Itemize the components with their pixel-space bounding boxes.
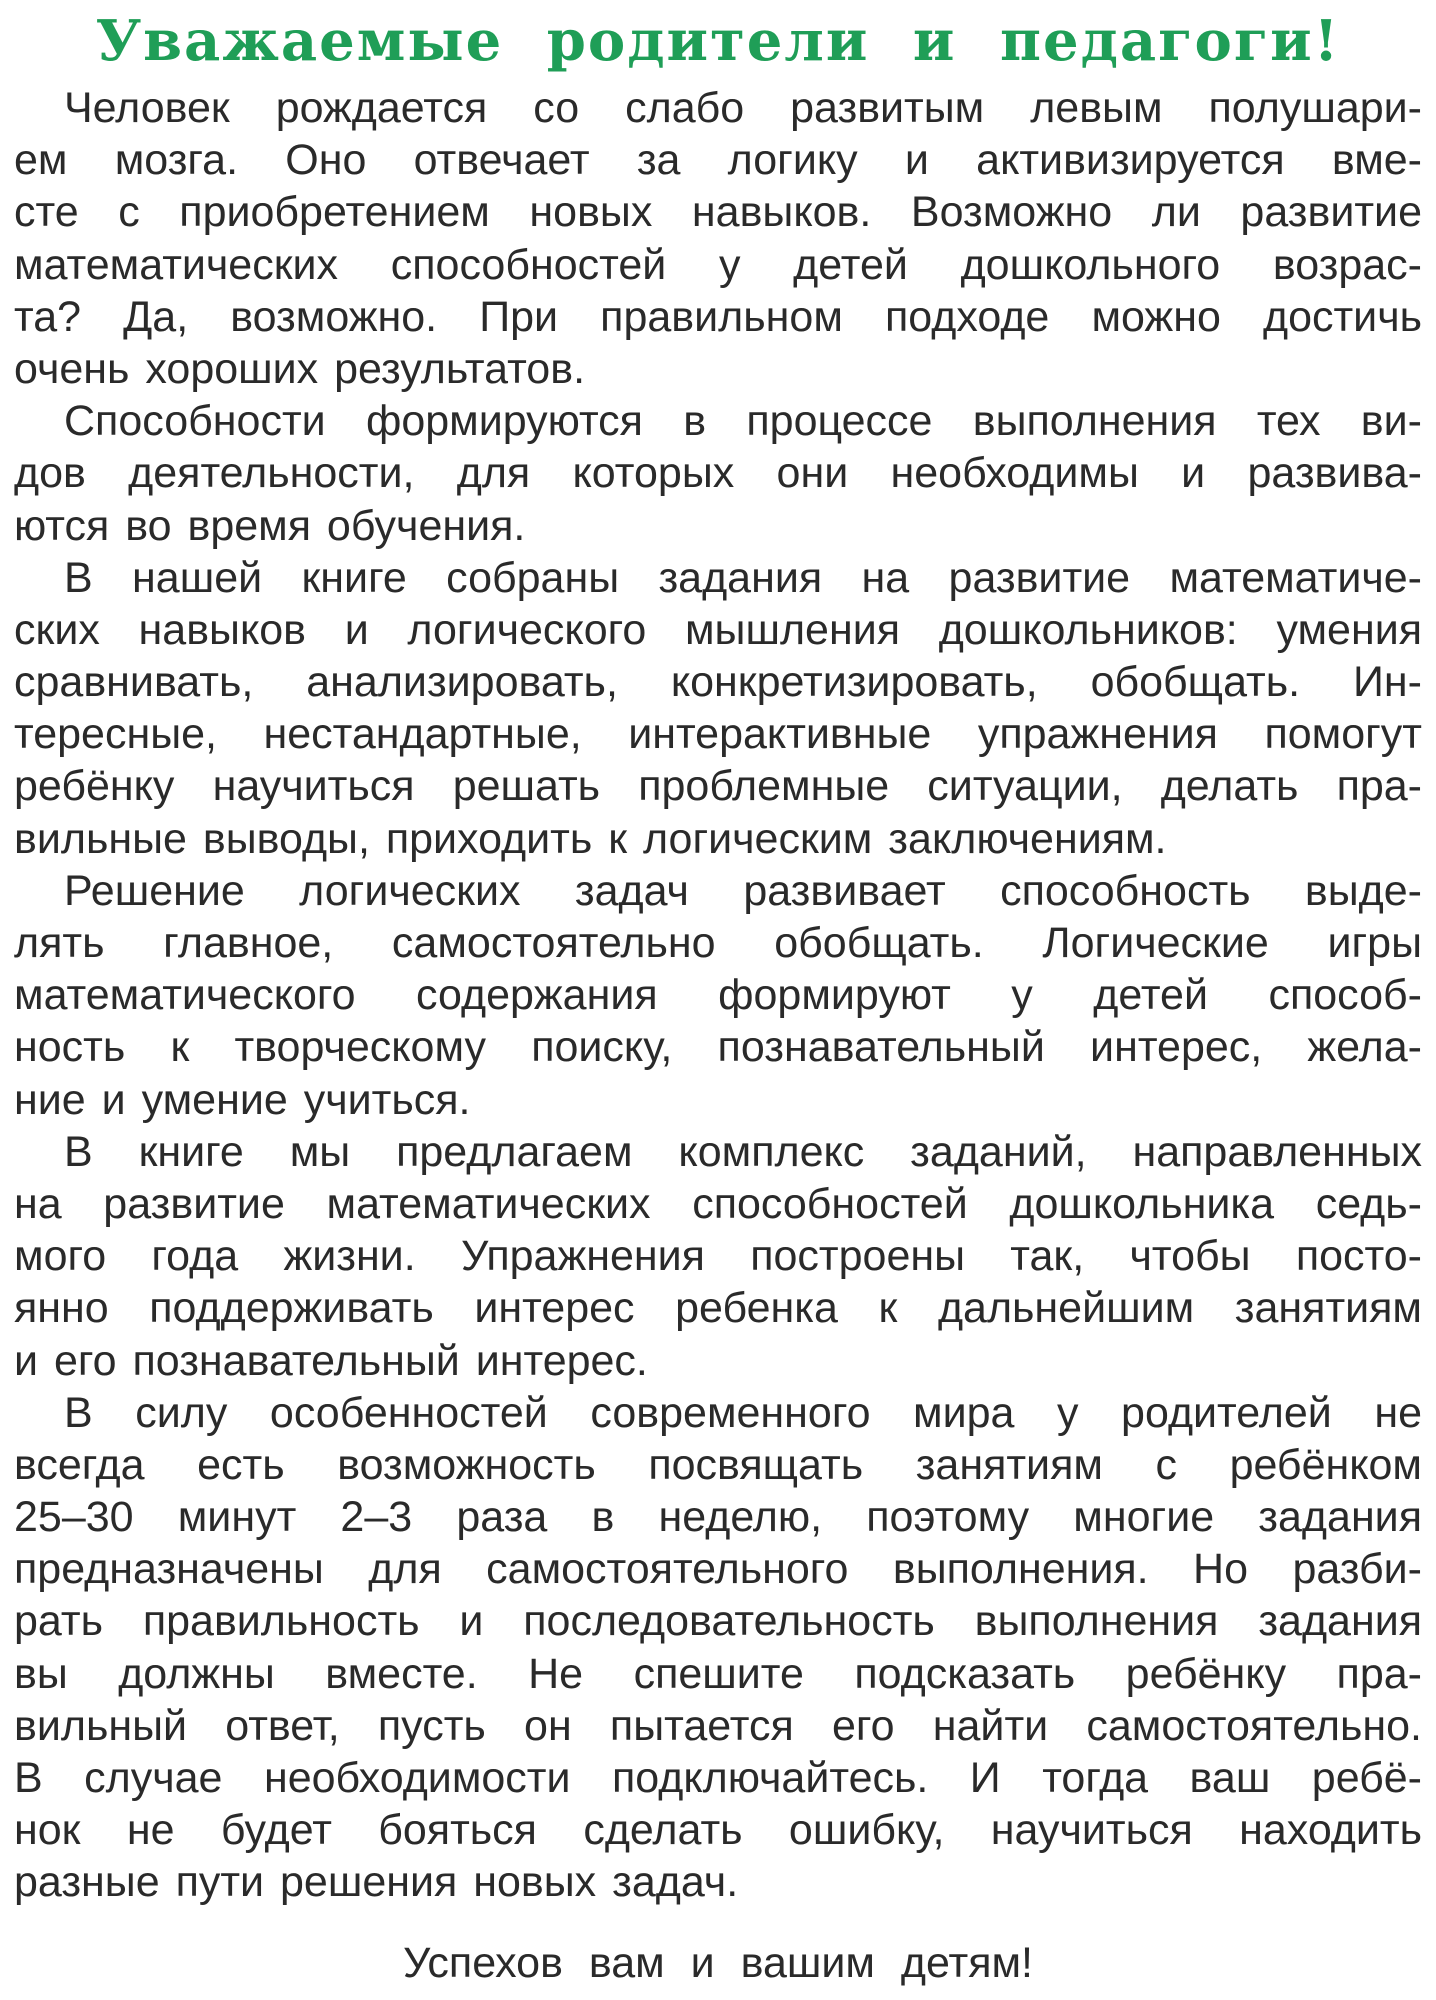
text-line: ских навыков и логического мышления дошкольников: умения: [14, 605, 1422, 654]
text-line: очень хороших результатов.: [14, 344, 586, 393]
text-line: сравнивать, анализировать, конкретизировать, обобщать. Ин-: [14, 658, 1422, 707]
text-line: сте с приобретением новых навыков. Возможно ли развитие: [14, 188, 1422, 237]
text-line: ние и умение учиться.: [14, 1075, 471, 1124]
text-line: Человек рождается со слабо развитым левым полушари-: [64, 84, 1422, 132]
text-line: Способности формируются в процессе выполнения тех ви-: [64, 397, 1422, 446]
text-line: В нашей книге собраны задания на развитие математиче-: [64, 553, 1422, 602]
text-line: ребёнку научиться решать проблемные ситуации, делать пра-: [14, 762, 1422, 811]
text-line: вы должны вместе. Не спешите подсказать ребёнку пра-: [14, 1649, 1422, 1698]
text-line: математических способностей у детей дошкольного возрас-: [14, 240, 1422, 289]
text-line: В книге мы предлагаем комплекс заданий, направленных: [64, 1127, 1422, 1176]
document-page: [14, 0, 1422, 2000]
text-line: на развитие математических способностей дошкольника седь-: [14, 1179, 1422, 1228]
text-line: В случае необходимости подключайтесь. И тогда ваш ребё-: [14, 1754, 1422, 1802]
text-line: та? Да, возможно. При правильном подходе можно достичь: [14, 292, 1422, 341]
text-line: тересные, нестандартные, интерактивные упражнения помогут: [14, 710, 1422, 759]
text-line: лять главное, самостоятельно обобщать. Логические игры: [14, 919, 1422, 967]
text-line: В силу особенностей современного мира у родителей не: [64, 1388, 1422, 1437]
text-line: нок не будет бояться сделать ошибку, научиться находить: [14, 1806, 1422, 1855]
text-line: ность к творческому поиску, познавательный интерес, жела-: [14, 1023, 1422, 1072]
text-line: вильный ответ, пусть он пытается его найти самостоятельно.: [14, 1701, 1422, 1750]
paragraph: [14, 395, 1422, 552]
text-line: и его познавательный интерес.: [14, 1336, 648, 1385]
text-line: предназначены для самостоятельного выполнения. Но разби-: [14, 1545, 1422, 1594]
text-line: ются во время обучения.: [14, 501, 526, 550]
text-line: ем мозга. Оно отвечает за логику и активизируется вме-: [14, 136, 1422, 185]
text-line: мого года жизни. Упражнения построены так, чтобы посто-: [14, 1232, 1422, 1281]
text-line: разные пути решения новых задач.: [14, 1858, 739, 1907]
text-line: 25–30 минут 2–3 раза в неделю, поэтому многие задания: [14, 1493, 1422, 1542]
text-line: янно поддерживать интерес ребенка к дальнейшим занятиям: [14, 1284, 1422, 1333]
text-line: рать правильность и последовательность выполнения задания: [14, 1597, 1422, 1646]
paragraph: [14, 865, 1422, 1126]
text-line: всегда есть возможность посвящать занятиям с ребёнком: [14, 1440, 1422, 1489]
paragraph: [14, 82, 1422, 395]
closing-wish: Успехов вам и вашим детям!: [402, 1938, 1034, 1987]
body-text: [14, 82, 1422, 1909]
page-title: Уважаемые родители и педагоги!: [95, 8, 1341, 74]
paragraph: [14, 552, 1422, 865]
text-line: Решение логических задач развивает способность выде-: [64, 866, 1422, 915]
paragraph: [14, 1387, 1422, 1909]
paragraph: [14, 1126, 1422, 1387]
text-line: дов деятельности, для которых они необходимы и развива-: [14, 449, 1422, 498]
text-line: математического содержания формируют у детей способ-: [14, 971, 1422, 1020]
text-line: вильные выводы, приходить к логическим заключениям.: [14, 814, 1167, 863]
